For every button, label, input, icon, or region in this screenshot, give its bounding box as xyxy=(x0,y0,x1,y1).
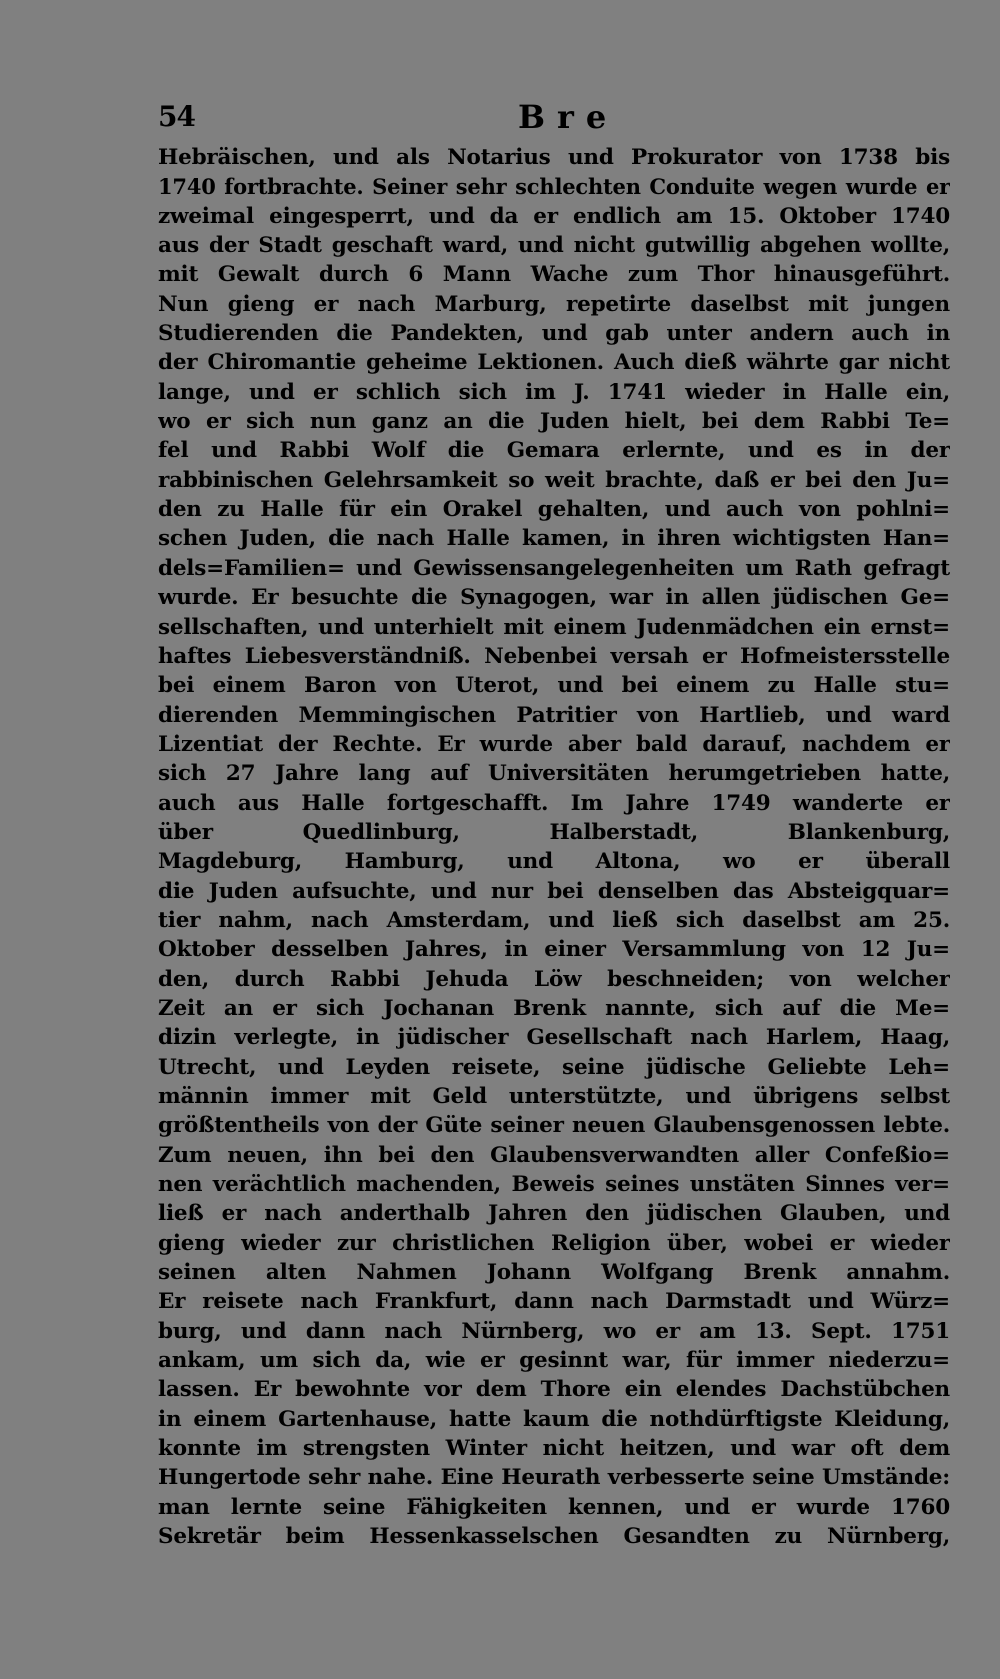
text-line: die Juden aufsuchte, und nur bei denselben das Absteigquar= xyxy=(158,878,950,904)
text-line: zweimal eingesperrt, und da er endlich am 15. Oktober 1740 xyxy=(158,203,950,229)
text-line: dels=Familien= und Gewissensangelegenheiten um Rath gefragt xyxy=(158,555,950,581)
text-line: lassen. Er bewohnte vor dem Thore ein elendes Dachstübchen xyxy=(158,1377,950,1403)
text-line: Sekretär beim Hessenkasselschen Gesandten zu Nürnberg, xyxy=(158,1524,950,1550)
running-head: Bre xyxy=(518,98,619,136)
text-line: sellschaften, und unterhielt mit einem Judenmädchen ein ernst= xyxy=(158,614,950,640)
text-line: nen verächtlich machenden, Beweis seines unstäten Sinnes ver= xyxy=(158,1172,950,1198)
text-line: Zeit an er sich Jochanan Brenk nannte, sich auf die Me= xyxy=(158,995,950,1021)
text-line: aus der Stadt geschaft ward, und nicht gutwillig abgehen wollte, xyxy=(158,233,950,259)
text-line: haftes Liebesverständniß. Nebenbei versah er Hofmeistersstelle xyxy=(158,643,950,669)
text-line: mit Gewalt durch 6 Mann Wache zum Thor hinausgeführt. xyxy=(158,262,950,288)
text-line: Er reisete nach Frankfurt, dann nach Darmstadt und Würz= xyxy=(158,1289,950,1315)
text-line: Magdeburg, Hamburg, und Altona, wo er überall xyxy=(158,849,950,875)
text-line: dizin verlegte, in jüdischer Gesellschaft nach Harlem, Haag, xyxy=(158,1025,950,1051)
text-line: den zu Halle für ein Orakel gehalten, und auch von pohlni= xyxy=(158,497,950,523)
text-line: Lizentiat der Rechte. Er wurde aber bald darauf, nachdem er xyxy=(158,731,950,757)
text-line: wo er sich nun ganz an die Juden hielt, bei dem Rabbi Te= xyxy=(158,409,950,435)
text-line: man lernte seine Fähigkeiten kennen, und er wurde 1760 xyxy=(158,1494,950,1520)
text-line: wurde. Er besuchte die Synagogen, war in allen jüdischen Ge= xyxy=(158,585,950,611)
text-line: ankam, um sich da, wie er gesinnt war, für immer niederzu= xyxy=(158,1348,950,1374)
text-line: Utrecht, und Leyden reisete, seine jüdische Geliebte Leh= xyxy=(158,1054,950,1080)
text-line: über Quedlinburg, Halberstadt, Blankenburg, xyxy=(158,819,950,845)
text-line: Oktober desselben Jahres, in einer Versammlung von 12 Ju= xyxy=(158,937,950,963)
body-text xyxy=(158,143,950,1552)
text-line: lange, und er schlich sich im J. 1741 wieder in Halle ein, xyxy=(158,379,950,405)
text-line: gieng wieder zur christlichen Religion über, wobei er wieder xyxy=(158,1230,950,1256)
text-line: sich 27 Jahre lang auf Universitäten herumgetrieben hatte, xyxy=(158,761,950,787)
text-line: konnte im strengsten Winter nicht heitzen, und war oft dem xyxy=(158,1436,950,1462)
text-line: dierenden Memmingischen Patritier von Hartlieb, und ward xyxy=(158,702,950,728)
text-line: den, durch Rabbi Jehuda Löw beschneiden; von welcher xyxy=(158,966,950,992)
text-line: seinen alten Nahmen Johann Wolfgang Brenk annahm. xyxy=(158,1260,950,1286)
text-line: männin immer mit Geld unterstützte, und übrigens selbst xyxy=(158,1084,950,1109)
text-line: Nun gieng er nach Marburg, repetirte daselbst mit jungen xyxy=(158,291,950,317)
text-line: in einem Gartenhause, hatte kaum die nothdürftigste Kleidung, xyxy=(158,1406,950,1432)
text-line: schen Juden, die nach Halle kamen, in ihren wichtigsten Han= xyxy=(158,526,950,552)
text-line: ließ er nach anderthalb Jahren den jüdischen Glauben, und xyxy=(158,1201,950,1227)
text-line: bei einem Baron von Uterot, und bei einem zu Halle stu= xyxy=(158,673,950,699)
text-line: der Chiromantie geheime Lektionen. Auch dieß währte gar nicht xyxy=(158,350,950,376)
text-line: burg, und dann nach Nürnberg, wo er am 13. Sept. 1751 xyxy=(158,1318,950,1344)
page-number: 54 xyxy=(158,100,195,133)
text-line: Hungertode sehr nahe. Eine Heurath verbesserte seine Umstände: xyxy=(158,1465,950,1491)
text-line: größtentheils von der Güte seiner neuen Glaubensgenossen lebte. xyxy=(158,1113,950,1139)
text-line: 1740 fortbrachte. Seiner sehr schlechten Conduite wegen wurde er xyxy=(158,174,950,200)
text-line: auch aus Halle fortgeschafft. Im Jahre 1749 wanderte er xyxy=(158,790,950,816)
text-line: Hebräischen, und als Notarius und Prokurator von 1738 bis xyxy=(158,145,950,170)
text-line: Studierenden die Pandekten, und gab unter andern auch in xyxy=(158,321,950,347)
text-line: rabbinischen Gelehrsamkeit so weit brachte, daß er bei den Ju= xyxy=(158,467,950,493)
text-line: Zum neuen, ihn bei den Glaubensverwandten aller Confeßio= xyxy=(158,1142,950,1168)
text-line: tier nahm, nach Amsterdam, und ließ sich daselbst am 25. xyxy=(158,907,950,933)
text-line: fel und Rabbi Wolf die Gemara erlernte, und es in der xyxy=(158,438,950,464)
page-header xyxy=(158,100,950,140)
